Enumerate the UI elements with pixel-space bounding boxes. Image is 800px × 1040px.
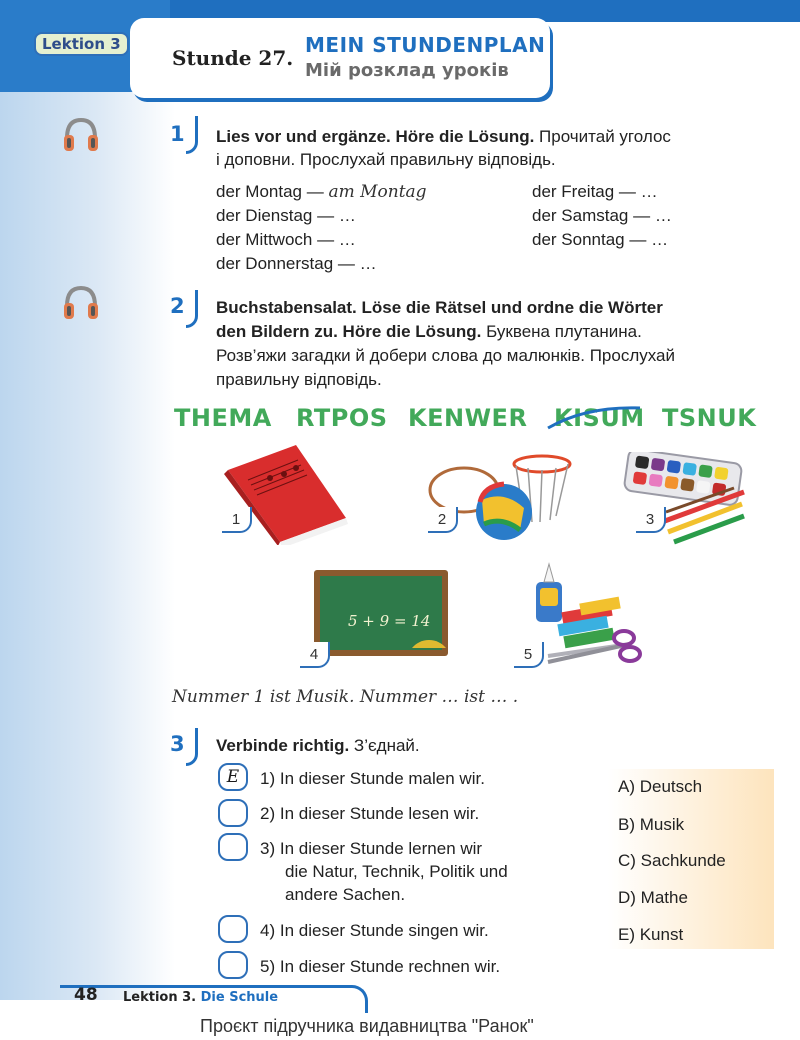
scrambled-word: KISUM	[554, 404, 645, 432]
day-row: der Dienstag — …	[216, 206, 356, 225]
task-number-hook	[186, 728, 198, 766]
scrambled-word: KENWER	[408, 404, 528, 432]
page-title: MEIN STUNDENPLAN	[305, 33, 546, 57]
picture-number: 2	[428, 507, 458, 533]
strike-through-mark	[546, 402, 642, 432]
scrambled-word: THEMA	[174, 404, 272, 432]
day-row: der Mittwoch — …	[216, 230, 356, 249]
footer-chapter: Die Schule	[200, 990, 279, 1005]
day-row: der Sonntag — …	[532, 230, 669, 249]
statement-number: 2)	[260, 804, 276, 823]
subject-option[interactable]: E) Kunst	[618, 925, 684, 944]
task3-instruction	[216, 735, 420, 757]
task3-instruction-bold: Verbinde richtig.	[216, 736, 350, 755]
statement-text: In dieser Stunde lernen wir	[279, 839, 483, 858]
statement-text: andere Sachen.	[285, 885, 406, 904]
task2-instruction-line3: Розв’яжи загадки й добери слова до малюнків. Прослухай	[216, 346, 676, 365]
task2-instruction-bold: den Bildern zu. Höre die Lösung.	[216, 322, 482, 341]
statement	[260, 838, 482, 860]
task2-instruction-line1: Buchstabensalat. Löse die Rätsel und ordne die Wörter	[216, 298, 663, 317]
statement-number: 3)	[260, 839, 276, 858]
picture-number: 5	[514, 642, 544, 668]
task1-instruction	[216, 126, 756, 148]
footer-credit: Проєкт підручника видавництва "Ранок"	[200, 1016, 534, 1036]
statement	[260, 768, 485, 790]
page-subtitle: Мій розклад уроків	[305, 60, 509, 81]
answer-box[interactable]: E	[218, 763, 248, 791]
day-row: der Freitag — …	[532, 182, 658, 201]
task-number: 3	[170, 732, 185, 756]
task2-instruction-line2	[216, 321, 642, 343]
task1-instruction-bold: Lies vor und ergänze. Höre die Lösung.	[216, 127, 535, 146]
answer-box[interactable]	[218, 951, 248, 979]
answer-box[interactable]	[218, 915, 248, 943]
headphones-icon[interactable]	[62, 284, 100, 324]
subject-option[interactable]: B) Musik	[618, 815, 685, 834]
example-sentence: Nummer 1 ist Musik. Nummer … ist … .	[172, 687, 519, 707]
task2-instruction-line4: правильну відповідь.	[216, 370, 382, 389]
handwritten-answer: am Montag	[328, 182, 427, 202]
day-word: der Montag —	[216, 182, 329, 201]
picture-number: 1	[222, 507, 252, 533]
scrambled-word: RTPOS	[296, 404, 388, 432]
scrambled-word: TSNUK	[662, 404, 757, 432]
statement-number: 1)	[260, 769, 276, 788]
task-number: 2	[170, 294, 185, 318]
statement-text: In dieser Stunde rechnen wir.	[279, 957, 501, 976]
task-number: 1	[170, 122, 185, 146]
statement-text: die Natur, Technik, Politik und	[285, 862, 508, 881]
picture-number: 3	[636, 507, 666, 533]
picture-number: 4	[300, 642, 330, 668]
task-number-hook	[186, 116, 198, 154]
day-row: der Donnerstag — …	[216, 254, 377, 273]
answer-box[interactable]	[218, 833, 248, 861]
task1-instruction-line2: і доповни. Прослухай правильну відповідь.	[216, 150, 556, 169]
task2-instruction-ua: Буквена плутанина.	[481, 322, 642, 341]
statement-text: In dieser Stunde malen wir.	[279, 769, 485, 788]
statement-number: 5)	[260, 957, 276, 976]
task3-instruction-ua: З’єднай.	[349, 736, 420, 755]
day-row: der Samstag — …	[532, 206, 672, 225]
subject-option[interactable]: D) Mathe	[618, 888, 688, 907]
paint-box-image	[622, 452, 748, 548]
statement-text: In dieser Stunde singen wir.	[279, 921, 489, 940]
task1-instruction-ua: Прочитай уголос	[534, 127, 671, 146]
footer-lektion	[123, 990, 278, 1005]
statement-text: In dieser Stunde lesen wir.	[279, 804, 480, 823]
statement-number: 4)	[260, 921, 276, 940]
task-number-hook	[186, 290, 198, 328]
statement	[260, 803, 479, 825]
day-row	[216, 181, 427, 203]
statement	[260, 920, 489, 942]
footer-lektion-label: Lektion 3.	[123, 990, 201, 1005]
headphones-icon[interactable]	[62, 116, 100, 156]
page-number: 48	[74, 985, 98, 1005]
lektion-badge: Lektion 3	[34, 32, 129, 56]
answer-box[interactable]	[218, 799, 248, 827]
blackboard-text: 5 + 9 = 14	[348, 612, 431, 630]
statement	[260, 956, 500, 978]
subject-option[interactable]: C) Sachkunde	[618, 851, 726, 870]
subject-option[interactable]: A) Deutsch	[618, 777, 703, 796]
stunde-label: Stunde 27.	[172, 46, 294, 70]
